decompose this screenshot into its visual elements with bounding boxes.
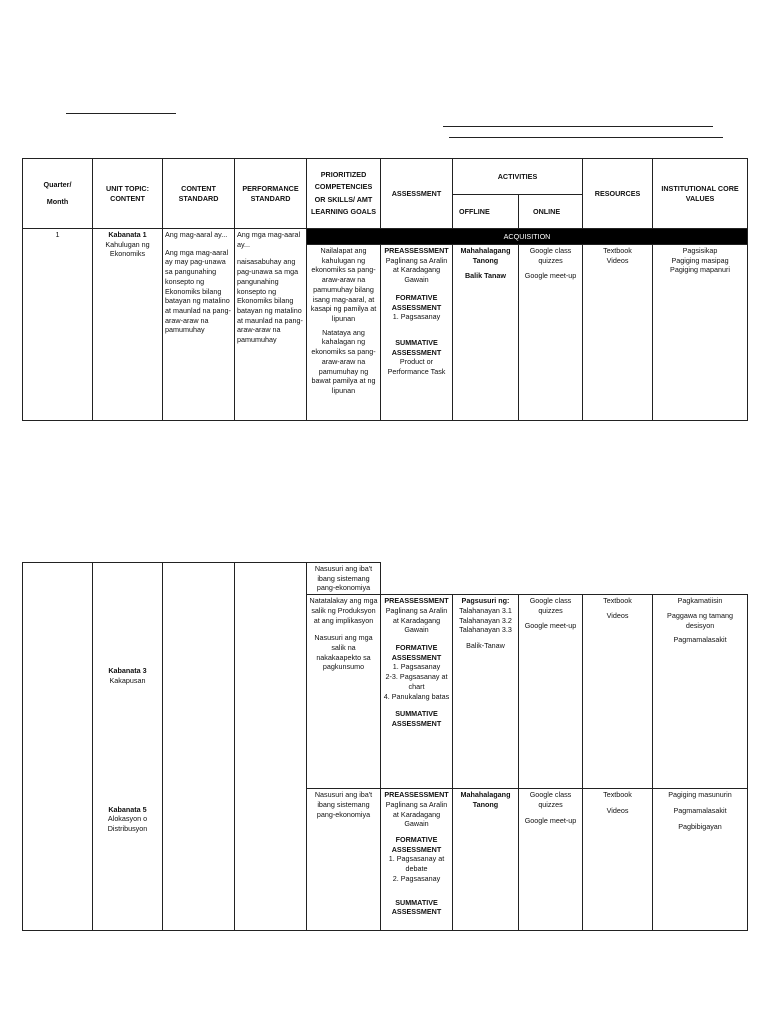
k3-value-3: Pagmamalasakit: [673, 635, 727, 645]
header-offline: OFFLINE: [453, 195, 519, 229]
header-assessment: ASSESSMENT: [381, 159, 453, 229]
k3-formative-3: 4. Panukalang batas: [383, 691, 450, 701]
top-competency-cell: Nasusuri ang iba't ibang sistemang pang-ekonomiya: [307, 563, 381, 595]
k3-summative-title: SUMMATIVE ASSESSMENT: [391, 709, 442, 729]
competencies-cell: [307, 245, 381, 421]
value-3: Pagiging mapanuri: [670, 265, 730, 275]
offline-item-1: Mahahalagang Tanong: [460, 246, 511, 265]
k3-assessment-cell: [381, 595, 453, 789]
top-blank: [381, 563, 748, 595]
k3-value-1: Pagkamatiisin: [677, 596, 723, 606]
k5-resource-1: Textbook: [603, 790, 632, 800]
k5-value-3: Pagbibigayan: [678, 821, 722, 831]
performance-standard-blank: [235, 563, 307, 931]
k5-resource-2: Videos: [606, 805, 629, 815]
summative-body: Product or Performance Task: [387, 357, 446, 377]
header-prioritized-competencies: PRIORITIZED COMPETENCIES OR SKILLS/ AMT LEARNING GOALS: [307, 159, 381, 229]
k3-value-2: Paggawa ng tamang desisyon: [667, 610, 733, 630]
acquisition-banner: ACQUISITION: [307, 229, 748, 245]
signature-line-1: [443, 126, 713, 127]
header-quarter: Quarter/: [43, 180, 72, 190]
k5-value-1: Pagiging masunurin: [668, 790, 732, 800]
unit-topic-cell: [93, 229, 163, 421]
k3-preassessment-title: PREASSESSMENT: [384, 596, 449, 606]
content-standard-blank: [163, 563, 235, 931]
core-values-cell: [653, 245, 748, 421]
k5-competency-cell: Nasusuri ang iba't ibang sistemang pang-ekonomiya: [307, 789, 381, 931]
k5-offline-cell: [453, 789, 519, 931]
performance-intro: Ang mga mag-aaral ay...: [237, 230, 301, 249]
k5-formative-2: 2. Pagsasanay: [392, 873, 441, 883]
k3-offline-cell: [453, 595, 519, 789]
formative-body: 1. Pagsasanay: [392, 312, 441, 322]
formative-title: FORMATIVE ASSESSMENT: [391, 292, 442, 312]
k3-title: Kabanata 3: [108, 666, 147, 676]
k3-competency-1: Natatalakay ang mga salik ng Produksyon at ang implikasyon: [309, 596, 378, 625]
summative-title: SUMMATIVE ASSESSMENT: [391, 338, 442, 357]
k5-preassessment-body: Paglinang sa Aralin at Karadagang Gawain: [385, 799, 448, 829]
online-item-1: Google class quizzes: [529, 246, 572, 265]
curriculum-map-table-2: [22, 562, 748, 931]
competency-1: Nailalapat ang kahulugan ng ekonomiks sa pang-araw-araw na pamumuhay bilang isang mag-aaral, at kasapi ng pamilya at lipunan: [310, 246, 377, 324]
k3-offline-3: Talahanayan 3.3: [459, 625, 512, 635]
value-1: Pagsisikap: [682, 246, 718, 255]
resource-1: Textbook: [603, 246, 632, 255]
k3-formative-1: 1. Pagsasanay: [392, 662, 441, 672]
k3-offline-title: Pagsusuri ng:: [461, 596, 510, 606]
value-2: Pagiging masipag: [671, 255, 729, 265]
header-resources: RESOURCES: [583, 159, 653, 229]
signature-line-2: [449, 137, 723, 138]
k3-subtitle: Kakapusan: [109, 675, 146, 685]
offline-cell: [453, 245, 519, 421]
preassessment-title: PREASSESSMENT: [384, 246, 449, 255]
quarter-blank-cell: [23, 563, 93, 931]
k5-online-cell: [519, 789, 583, 931]
k5-title: Kabanata 5: [108, 804, 147, 814]
competency-2: Natataya ang kahalagan ng ekonomiks sa pang-araw-araw na pamumuhay ng bawat pamilya at ng lipunan: [311, 327, 376, 396]
curriculum-map-table-1: [22, 158, 748, 421]
header-online: ONLINE: [519, 195, 583, 229]
resources-cell: [583, 245, 653, 421]
header-activities: ACTIVITIES: [453, 159, 583, 195]
unit-title: Kabanata 1: [108, 230, 147, 239]
k3-offline-4: Balik-Tanaw: [466, 641, 505, 651]
k5-subtitle: Alokasyon o Distribusyon: [107, 814, 148, 834]
online-cell: [519, 245, 583, 421]
header-quarter-month: [23, 159, 93, 229]
k5-formative-1: 1. Pagsasanay at debate: [388, 854, 445, 874]
name-line: [66, 113, 176, 114]
online-item-2: Google meet-up: [524, 271, 577, 281]
k3-resources-cell: [583, 595, 653, 789]
performance-body: naisasabuhay ang pag-unawa sa mga pangunahing konsepto ng Ekonomiks bilang batayan ng matalino at maunlad na pang-araw-araw na pamumuhay: [237, 257, 303, 345]
k3-formative-2: 2-3. Pagsasanay at chart: [385, 672, 448, 691]
k3-resource-2: Videos: [606, 610, 629, 620]
k3-topic-cell: [93, 563, 163, 789]
k3-online-2: Google meet-up: [524, 620, 577, 630]
header-unit-topic: UNIT TOPIC: CONTENT: [93, 159, 163, 229]
k3-online-cell: [519, 595, 583, 789]
k5-online-1: Google class quizzes: [529, 790, 572, 809]
k3-online-1: Google class quizzes: [529, 596, 572, 615]
header-month: Month: [46, 197, 69, 206]
k5-online-2: Google meet-up: [524, 815, 577, 825]
k3-competency-2: Nasusuri ang mga salik na nakakaapekto sa pagkunsumo: [314, 633, 373, 672]
k5-offline-1: Mahahalagang Tanong: [460, 790, 511, 809]
k5-value-2: Pagmamalasakit: [673, 805, 727, 815]
assessment-cell: [381, 245, 453, 421]
k3-offline-1: Talahanayan 3.1: [459, 605, 512, 615]
content-body: Ang mga mag-aaral ay may pag-unawa sa pangunahing konsepto ng Ekonomiks bilang batayan ng matalino at maunlad na pang-araw-araw na pamumuhay: [165, 247, 231, 335]
k3-formative-title: FORMATIVE ASSESSMENT: [391, 643, 442, 662]
k5-assessment-cell: [381, 789, 453, 931]
offline-item-2: Balik Tanaw: [464, 271, 506, 281]
k5-preassessment-title: PREASSESSMENT: [384, 790, 449, 800]
performance-standard-cell: [235, 229, 307, 421]
header-core-values: INSTITUTIONAL CORE VALUES: [653, 159, 748, 229]
k3-core-values-cell: [653, 595, 748, 789]
content-standard-cell: [163, 229, 235, 421]
preassessment-body: Paglinang sa Aralin at Karadagang Gawain: [385, 255, 448, 285]
header-content-standard: CONTENT STANDARD: [163, 159, 235, 229]
k5-topic-cell: [93, 789, 163, 931]
k3-competencies-cell: [307, 595, 381, 789]
quarter-number: 1: [23, 229, 93, 421]
content-intro: Ang mag-aaral ay...: [165, 230, 228, 239]
unit-subtitle: Kahulugan ng Ekonomiks: [105, 239, 150, 259]
resource-2: Videos: [606, 255, 629, 265]
k5-resources-cell: [583, 789, 653, 931]
k5-formative-title: FORMATIVE ASSESSMENT: [391, 835, 442, 854]
k5-core-values-cell: [653, 789, 748, 931]
k3-preassessment-body: Paglinang sa Aralin at Karadagang Gawain: [385, 605, 448, 635]
k3-offline-2: Talahanayan 3.2: [459, 615, 512, 625]
header-performance-standard: PERFORMANCE STANDARD: [235, 159, 307, 229]
k3-resource-1: Textbook: [603, 596, 632, 606]
k5-summative-title: SUMMATIVE ASSESSMENT: [391, 897, 442, 917]
